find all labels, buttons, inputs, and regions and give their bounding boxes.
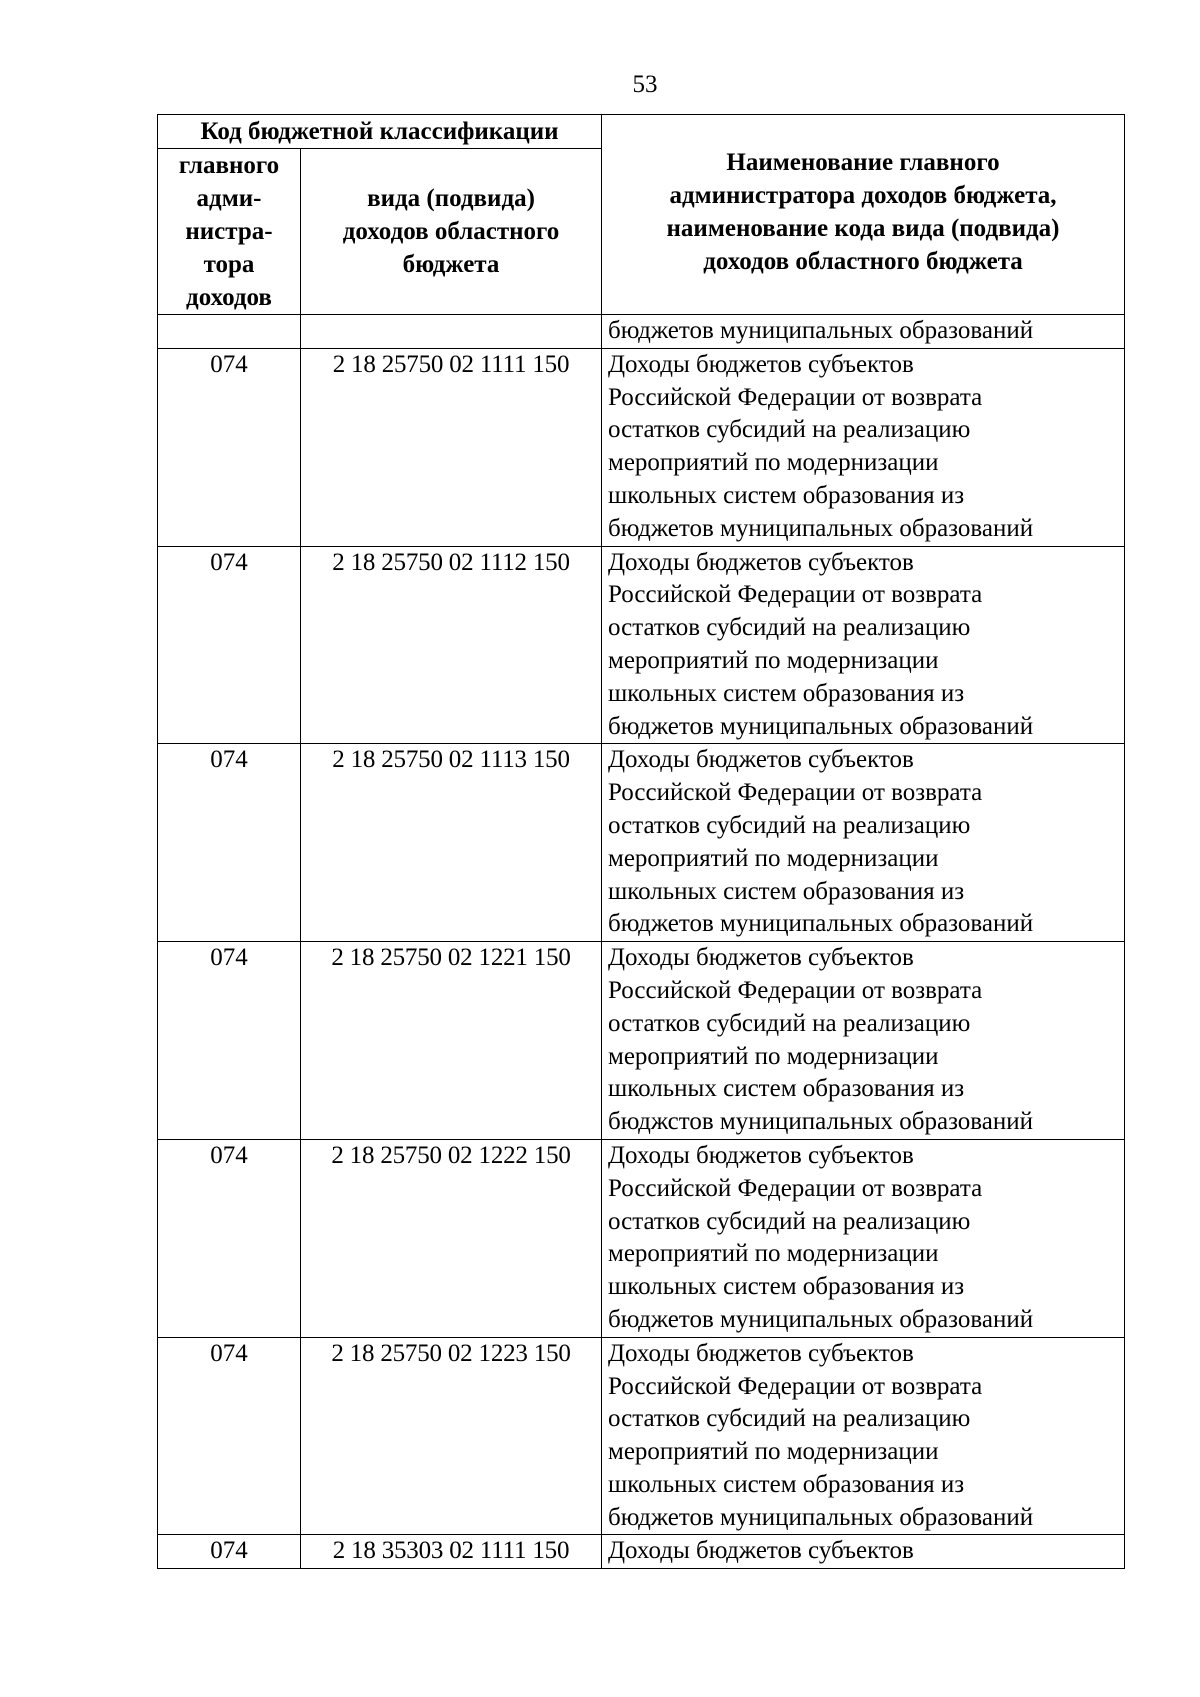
header-kind-line: вида (подвида) [367, 185, 535, 212]
income-name-line: мероприятий по модернизации [608, 1240, 939, 1268]
income-code-cell: 2 18 25750 02 1112 150 [301, 546, 602, 744]
admin-code-cell: 074 [158, 1337, 301, 1535]
header-name-line: наименование кода вида (подвида) [666, 214, 1060, 242]
income-name-line: школьных систем образования из [608, 481, 965, 509]
income-code-cell: 2 18 25750 02 1113 150 [301, 744, 602, 942]
income-name-line: остатков субсидий на реализацию [608, 416, 971, 444]
income-name-line: бюджетов муниципальных образований [608, 712, 1034, 740]
income-name-line: остатков субсидий на реализацию [608, 1405, 971, 1433]
table-row [158, 348, 1125, 546]
admin-code-cell: 074 [158, 942, 301, 1140]
income-name-line: мероприятий по модернизации [608, 1042, 939, 1070]
table-row [158, 744, 1125, 942]
income-name-cell [602, 1337, 1125, 1535]
table-row [158, 315, 1125, 349]
admin-code-cell [158, 315, 301, 349]
table-row [158, 942, 1125, 1140]
income-code-cell: 2 18 25750 02 1111 150 [301, 348, 602, 546]
header-name-line: администратора доходов бюджета, [669, 181, 1057, 209]
income-name-cell [602, 744, 1125, 942]
income-name-line: Доходы бюджетов субъектов [608, 1537, 914, 1565]
income-name-cell [602, 1535, 1125, 1569]
income-name-line: бюджетов муниципальных образований [608, 514, 1034, 542]
admin-code-cell: 074 [158, 744, 301, 942]
header-kind-line: бюджета [402, 251, 500, 278]
income-name-line: Доходы бюджетов субъектов [608, 944, 914, 972]
header-admin-line: тора [203, 251, 255, 278]
income-name-line: Российской Федерации от возврата [608, 1372, 983, 1400]
header-admin-line: адми- [196, 185, 262, 212]
income-name-line: Доходы бюджетов субъектов [608, 1339, 914, 1367]
income-name-line: мероприятий по модернизации [608, 646, 939, 674]
income-name-cell [602, 942, 1125, 1140]
income-code-cell: 2 18 35303 02 1111 150 [301, 1535, 602, 1569]
income-name-line: школьных систем образования из [608, 1075, 965, 1103]
income-name-line: мероприятий по модернизации [608, 844, 939, 872]
header-admin-column [158, 149, 301, 315]
budget-classification-table [157, 114, 1125, 1569]
income-name-line: бюджетов муниципальных образований [608, 1305, 1034, 1333]
income-code-cell: 2 18 25750 02 1223 150 [301, 1337, 602, 1535]
header-admin-line: нистра- [185, 218, 273, 245]
income-code-cell [301, 315, 602, 349]
income-name-line: Российской Федерации от возврата [608, 779, 983, 807]
admin-code-cell: 074 [158, 348, 301, 546]
header-kind-line: доходов областного [342, 218, 560, 245]
income-name-line: Доходы бюджетов субъектов [608, 548, 914, 576]
header-group-title: Код бюджетной классификации [158, 115, 602, 149]
income-name-line: Доходы бюджетов субъектов [608, 350, 914, 378]
header-kind-column [301, 149, 602, 315]
income-name-cell [602, 348, 1125, 546]
header-name-line: Наименование главного [726, 148, 1000, 176]
income-name-line: школьных систем образования из [608, 877, 965, 905]
income-name-cell [602, 1139, 1125, 1337]
income-name-line: остатков субсидий на реализацию [608, 614, 971, 642]
income-name-line: Доходы бюджетов субъектов [608, 1141, 914, 1169]
income-name-line: Российской Федерации от возврата [608, 383, 983, 411]
income-name-line: остатков субсидий на реализацию [608, 811, 971, 839]
table-row [158, 1535, 1125, 1569]
table-row [158, 1337, 1125, 1535]
income-name-line: остатков субсидий на реализацию [608, 1009, 971, 1037]
income-name-line: Доходы бюджетов субъектов [608, 746, 914, 774]
admin-code-cell: 074 [158, 546, 301, 744]
income-name-line: остатков субсидий на реализацию [608, 1207, 971, 1235]
income-name-cell [602, 315, 1125, 349]
income-code-cell: 2 18 25750 02 1221 150 [301, 942, 602, 1140]
income-name-line: школьных систем образования из [608, 1470, 965, 1498]
income-name-line: Российской Федерации от возврата [608, 581, 983, 609]
income-name-line: мероприятий по модернизации [608, 449, 939, 477]
income-name-line: бюджстов муниципальных образований [608, 1108, 1033, 1136]
income-name-line: мероприятий по модернизации [608, 1438, 939, 1466]
admin-code-cell: 074 [158, 1139, 301, 1337]
income-name-line: бюджетов муниципальных образований [608, 317, 1034, 344]
income-name-line: бюджетов муниципальных образований [608, 1503, 1034, 1531]
table-row [158, 1139, 1125, 1337]
page-number: 53 [632, 71, 658, 98]
income-name-line: бюджетов муниципальных образований [608, 910, 1034, 938]
income-name-line: школьных систем образования из [608, 1273, 965, 1301]
table-body [158, 315, 1125, 1569]
admin-code-cell: 074 [158, 1535, 301, 1569]
header-admin-line: доходов [186, 284, 272, 311]
header-name-column [602, 115, 1125, 315]
income-code-cell: 2 18 25750 02 1222 150 [301, 1139, 602, 1337]
income-name-cell [602, 546, 1125, 744]
header-name-line: доходов областного бюджета [703, 247, 1023, 275]
header-admin-line: главного [178, 152, 280, 179]
income-name-line: Российской Федерации от возврата [608, 976, 983, 1004]
income-name-line: Российской Федерации от возврата [608, 1174, 983, 1202]
table-row [158, 546, 1125, 744]
income-name-line: школьных систем образования из [608, 679, 965, 707]
